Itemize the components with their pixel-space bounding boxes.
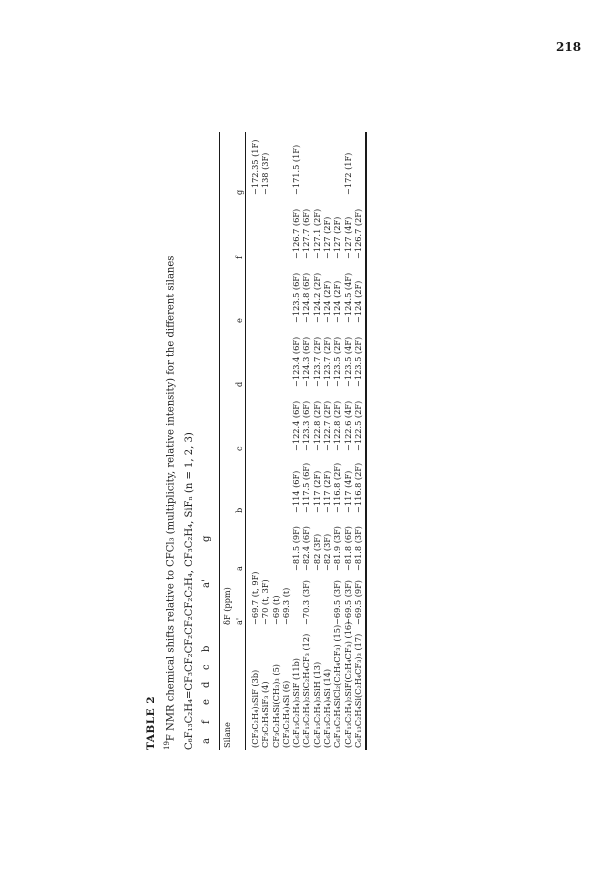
- cell-b: [250, 453, 260, 515]
- bottom-rule: [365, 132, 366, 750]
- cell-a-prime: −69.7 (t, 9F): [250, 571, 260, 625]
- rotated-table-block: [141, 120, 501, 760]
- silane-name: (C₆F₁₃C₂H₄)₂SiF(C₂H₄CF₃) (16): [342, 621, 353, 748]
- cell-a: −82 (3F): [322, 533, 333, 571]
- cell-d: −123.5 (2F): [332, 336, 343, 387]
- silane-name: CF₃C₂H₄SiF₃ (4): [260, 681, 271, 748]
- page-number: 218: [556, 40, 582, 54]
- cell-d: [271, 325, 281, 389]
- cell-c: −122.8 (2F): [311, 400, 322, 451]
- cell-d: [260, 325, 270, 389]
- cell-f: −127.1 (2F): [311, 208, 322, 259]
- letter-a-prime: a': [201, 579, 212, 588]
- cell-a-prime: −70.3 (3F): [301, 580, 312, 625]
- header-col-g: g: [233, 189, 244, 195]
- cell-f: [250, 197, 260, 261]
- cell-a-prime: −70 (t, 3F): [260, 579, 271, 625]
- header-col-d: d: [233, 381, 244, 387]
- silane-name: (C₆F₁₃C₂H₄)₃SiF (11b): [291, 658, 302, 748]
- cell-a-prime: −69.5 (9F): [352, 580, 363, 625]
- cell-c: −122.7 (2F): [322, 400, 333, 451]
- cell-a: [281, 515, 291, 573]
- cell-b: −117.5 (6F): [301, 462, 312, 513]
- letter-a: a: [201, 738, 212, 744]
- cell-e: [250, 261, 260, 325]
- cell-c: [260, 389, 270, 453]
- cell-e: −124.5 (4F): [342, 272, 353, 323]
- cell-a: −82.4 (6F): [301, 526, 312, 571]
- cell-e: −124.8 (6F): [301, 272, 312, 323]
- header-blank: [233, 627, 246, 750]
- header-row-1: [221, 132, 233, 750]
- letter-e: e: [201, 699, 212, 705]
- cell-g: −138 (3F): [260, 152, 271, 195]
- cell-a: −81.9 (3F): [332, 526, 343, 571]
- cell-a: [250, 515, 260, 573]
- cell-e: [260, 261, 270, 325]
- table-row: [301, 132, 311, 750]
- cell-d: −123.4 (6F): [291, 336, 302, 387]
- formula-line: C₆F₁₃C₂H₄=CF₃CF₂CF₂CF₂CF₂C₂H₄, CF₃C₂H₄, SiFₙ (n = 1, 2, 3): [184, 432, 195, 750]
- silane-name: C₆F₁₃C₂H₄Si(C₂H₄CF₃)₃ (17): [352, 633, 363, 748]
- table-caption: [163, 256, 176, 750]
- header-col-c: c: [233, 446, 244, 451]
- table-body: [250, 132, 363, 750]
- cell-e: −124 (2F): [352, 280, 363, 323]
- cell-e: −124.2 (2F): [311, 272, 322, 323]
- header-col-f: f: [233, 255, 244, 259]
- silane-name: CF₃C₂H₄Si(CH₃)₃ (5): [270, 664, 281, 748]
- cell-b: −116.8 (2F): [352, 462, 363, 513]
- letter-d: d: [201, 681, 212, 688]
- cell-c: −122.4 (6F): [291, 400, 302, 451]
- caption-text: F NMR chemical shifts relative to CFCl₃ (multiplicity, relative intensity) for the different silanes: [165, 255, 177, 742]
- cell-a: −82 (3F): [311, 533, 322, 571]
- cell-a: −81.5 (9F): [291, 526, 302, 571]
- cell-g: [271, 132, 281, 197]
- cell-b: −117 (2F): [322, 470, 333, 513]
- cell-d: [250, 325, 260, 389]
- cell-a-prime: −69.3 (t): [280, 587, 291, 625]
- cell-a: [271, 515, 281, 573]
- table-row: [271, 132, 281, 750]
- cell-d: −123.7 (2F): [322, 336, 333, 387]
- cell-g: [353, 132, 363, 197]
- table-row: [332, 132, 342, 750]
- cell-g: [301, 132, 311, 197]
- letter-c: c: [201, 664, 212, 670]
- cell-g: −172 (1F): [342, 152, 353, 195]
- table-row: [312, 132, 322, 750]
- cell-g: −172.35 (1F): [250, 139, 260, 195]
- header-col-a-prime: a': [233, 617, 244, 625]
- header-col-b: b: [233, 507, 244, 513]
- cell-g: [322, 132, 332, 197]
- cell-a: [260, 515, 270, 573]
- table-row: [322, 132, 332, 750]
- cell-f: [271, 197, 281, 261]
- cell-c: [271, 389, 281, 453]
- cell-g: −171.5 (1F): [291, 144, 302, 195]
- cell-c: −122.6 (4F): [342, 400, 353, 451]
- cell-e: −124 (2F): [332, 280, 343, 323]
- nmr-table: [221, 132, 367, 750]
- cell-d: [281, 325, 291, 389]
- letter-f: f: [201, 720, 212, 724]
- header-col-e: e: [233, 318, 244, 323]
- cell-b: −117 (2F): [311, 470, 322, 513]
- cell-b: −117 (4F): [342, 470, 353, 513]
- cell-a-prime: [291, 573, 301, 627]
- cell-c: −122.5 (2F): [352, 400, 363, 451]
- silane-name: (CF₃C₂H₄)₃SiF (3b): [250, 669, 260, 748]
- silane-name: (C₆F₁₃C₂H₄)₄Si (14): [322, 668, 333, 748]
- cell-c: −122.8 (2F): [332, 400, 343, 451]
- header-row-2: [233, 132, 246, 750]
- header-col-a: a: [233, 566, 244, 571]
- cell-g: [281, 132, 291, 197]
- table-row: [353, 132, 363, 750]
- table-row: [281, 132, 291, 750]
- cell-b: −116.8 (2F): [332, 462, 343, 513]
- cell-d: −124.3 (6F): [301, 336, 312, 387]
- cell-a-prime: [312, 573, 322, 627]
- letter-g: g: [201, 535, 212, 542]
- cell-a-prime: −69 (t): [270, 595, 281, 625]
- cell-a-prime: −69.5 (3F): [332, 580, 343, 625]
- header-delta: δF (ppm): [221, 587, 232, 625]
- cell-c: −123.3 (6F): [301, 400, 312, 451]
- cell-d: −123.7 (2F): [311, 336, 322, 387]
- cell-a-prime: [322, 573, 332, 627]
- silane-name: (C₆F₁₃C₂H₄)₂SiC₂H₄CF₃ (12): [301, 633, 312, 748]
- cell-f: −127.7 (6F): [301, 208, 312, 259]
- cell-b: [281, 453, 291, 515]
- cell-b: [271, 453, 281, 515]
- cell-e: [271, 261, 281, 325]
- letter-b: b: [201, 645, 212, 652]
- cell-g: [312, 132, 322, 197]
- formula-position-letters: [201, 450, 215, 750]
- table-row: [343, 132, 353, 750]
- cell-a: −81.8 (3F): [352, 526, 363, 571]
- cell-d: −123.5 (2F): [352, 336, 363, 387]
- cell-b: −114 (6F): [291, 470, 302, 513]
- cell-a-prime: −69.5 (3F): [342, 580, 353, 625]
- nucleus-mass: 19: [163, 741, 171, 750]
- cell-f: −127 (2F): [322, 216, 333, 259]
- header-silane: Silane: [221, 722, 232, 748]
- silane-name: (C₆F₁₃C₂H₄)₃SiH (13): [311, 661, 322, 748]
- cell-e: −124 (2F): [322, 280, 333, 323]
- cell-f: [281, 197, 291, 261]
- cell-f: −127 (4F): [342, 216, 353, 259]
- cell-d: −123.5 (4F): [342, 336, 353, 387]
- cell-b: [260, 453, 270, 515]
- cell-f: [260, 197, 270, 261]
- cell-g: [332, 132, 342, 197]
- silane-name: C₆F₁₃C₂H₄SiCl₂(C₂H₄CF₃) (15): [332, 624, 343, 748]
- table-row: [291, 132, 301, 750]
- table-row: [250, 132, 260, 750]
- silane-name: (CF₃C₂H₄)₄Si (6): [280, 680, 291, 748]
- cell-a: −81.8 (6F): [342, 526, 353, 571]
- cell-f: −127 (2F): [332, 216, 343, 259]
- cell-c: [281, 389, 291, 453]
- cell-c: [250, 389, 260, 453]
- cell-f: −126.7 (2F): [352, 208, 363, 259]
- cell-e: [281, 261, 291, 325]
- cell-f: −126.7 (6F): [291, 208, 302, 259]
- table-row: [260, 132, 270, 750]
- cell-e: −123.5 (6F): [291, 272, 302, 323]
- table-label: TABLE 2: [145, 695, 157, 750]
